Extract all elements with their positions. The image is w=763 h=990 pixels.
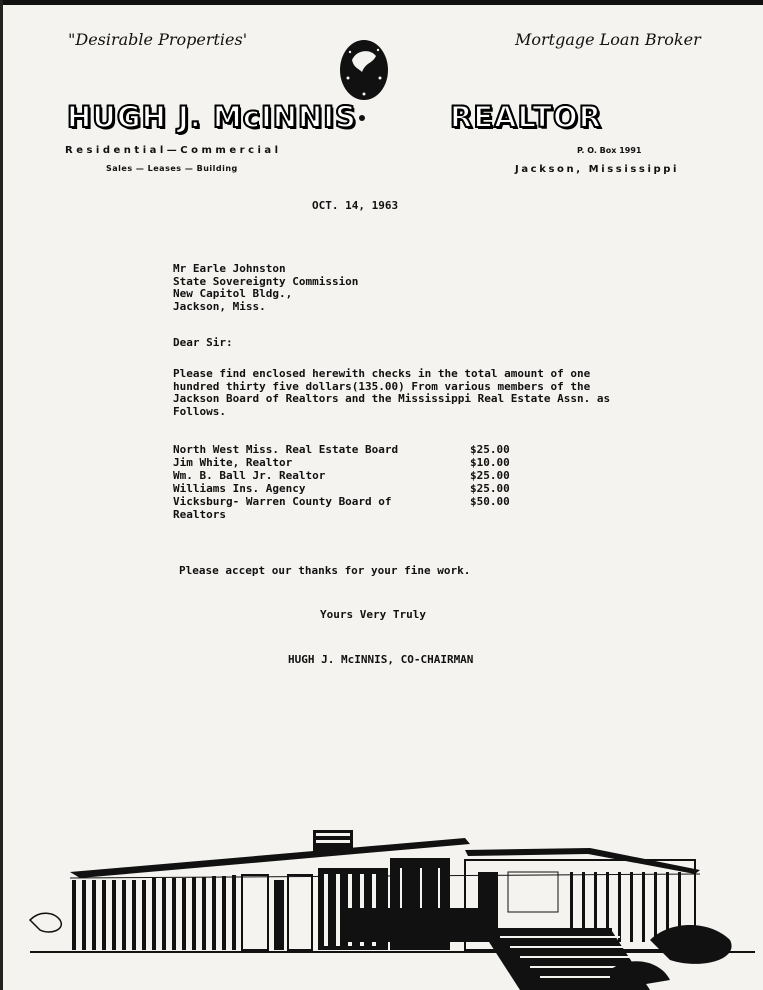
top-border [0,0,763,5]
house-illustration [10,820,755,990]
center-dot [359,115,365,121]
contribution-amount: $50.00 [470,495,510,508]
contributor-name: Williams Ins. Agency [173,482,306,495]
thanks-line: Please accept our thanks for your fine work. [179,564,471,577]
firm-name: HUGH J. McINNIS [67,100,357,134]
contribution-amount: $25.00 [470,469,510,482]
list-item [173,508,533,521]
list-item [173,495,533,508]
list-item [173,469,533,482]
recipient-address [173,263,358,313]
list-item [173,482,533,495]
contributor-name: Realtors [173,508,226,521]
contribution-amount: $25.00 [470,443,510,456]
letter-date: OCT. 14, 1963 [312,199,399,212]
closing: Yours Very Truly [320,608,426,621]
contribution-amount: $10.00 [470,456,510,469]
list-item [173,456,533,469]
realtor-title: REALTOR [450,100,603,134]
contributions-list [173,443,533,521]
contributor-name: North West Miss. Real Estate Board [173,443,399,456]
letter-body: Please find enclosed herewith checks in the total amount of one hundred thirty five dollars(135.00) From various members of the Jackson Board of Realtors and the Mississippi Real Estate Assn. as Follows. [173,367,611,418]
sales-leases-building: Sales — Leases — Building [106,164,238,173]
address-line: State Sovereignty Commission [173,274,359,288]
contributor-name: Wm. B. Ball Jr. Realtor [173,469,326,482]
address-line: New Capitol Bldg., [173,287,293,300]
po-box: P. O. Box 1991 [577,146,642,155]
city-state: Jackson, Mississippi [515,164,680,175]
left-border [0,0,3,990]
list-item [173,443,533,456]
address-line: Jackson, Miss. [173,299,266,313]
salutation: Dear Sir: [173,336,233,349]
slogan: "Desirable Properties' [68,30,248,49]
contribution-amount: $25.00 [470,482,510,495]
contributor-name: Vicksburg- Warren County Board of [173,495,392,508]
address-line: Mr Earle Johnston [173,262,286,275]
residential-commercial: Residential—Commercial [65,145,282,156]
signature-line: HUGH J. McINNIS, CO-CHAIRMAN [288,653,474,666]
contributor-name: Jim White, Realtor [173,456,293,469]
emblem-logo [338,38,390,102]
service-line: Mortgage Loan Broker [515,30,701,49]
